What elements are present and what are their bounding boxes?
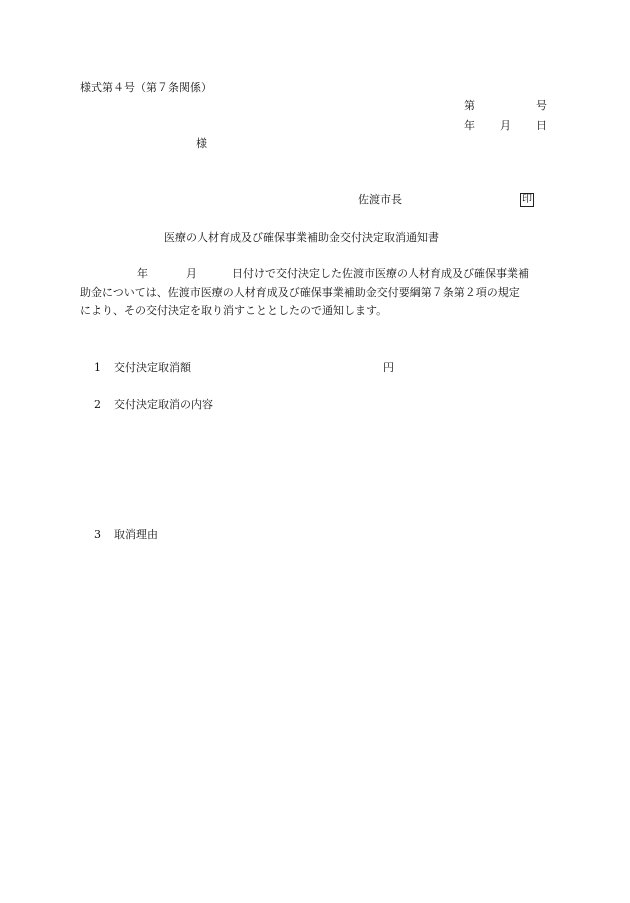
item-3-number: 3 — [94, 528, 101, 541]
date-day-label: 日 — [536, 119, 547, 132]
body-line-3: により、その交付決定を取り消すこととしたので通知します。 — [80, 304, 388, 317]
recipient-suffix: 様 — [196, 137, 207, 150]
item-3-label: 取消理由 — [114, 528, 158, 541]
seal-mark: 印 — [522, 194, 532, 205]
date-year-label: 年 — [464, 119, 475, 132]
issuer-name: 佐渡市長 — [358, 193, 402, 206]
body-year-label: 年 — [137, 267, 148, 280]
item-1-number: 1 — [94, 361, 101, 374]
body-month-label: 月 — [186, 267, 197, 280]
item-1-label: 交付決定取消額 — [114, 361, 191, 374]
item-2-label: 交付決定取消の内容 — [114, 398, 213, 411]
document-number-suffix: 号 — [536, 99, 547, 112]
document-title: 医療の人材育成及び確保事業補助金交付決定取消通知書 — [164, 231, 439, 244]
date-month-label: 月 — [500, 119, 511, 132]
body-line-2: 助金については、佐渡市医療の人材育成及び確保事業補助金交付要綱第７条第２項の規定 — [80, 286, 520, 299]
item-2-number: 2 — [94, 398, 101, 411]
form-number: 様式第４号（第７条関係） — [80, 81, 212, 94]
item-1-unit: 円 — [383, 361, 394, 374]
document-number-prefix: 第 — [464, 99, 475, 112]
body-line-1: 日付けで交付決定した佐渡市医療の人材育成及び確保事業補 — [232, 267, 529, 280]
